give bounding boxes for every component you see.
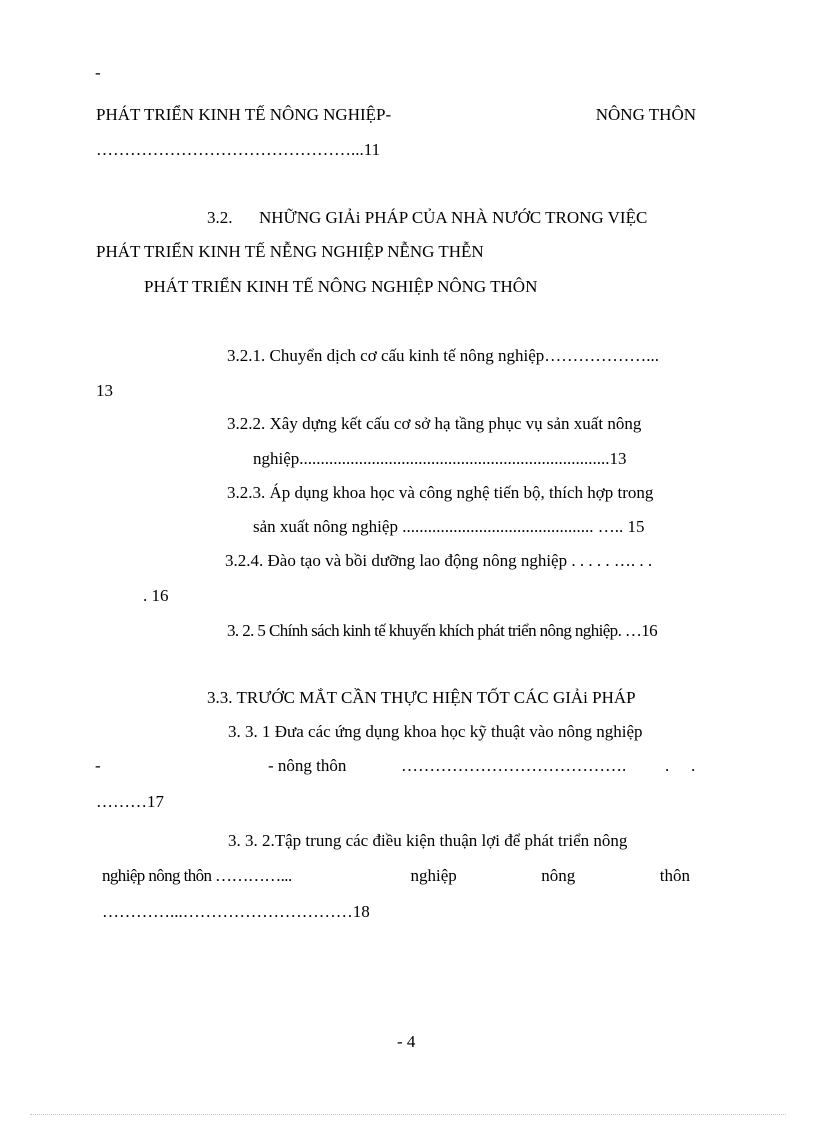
toc-entry-3-1-leader: ………………………………………...11 bbox=[96, 140, 381, 159]
page-bottom-border bbox=[30, 1114, 786, 1115]
toc-entry-3-3-1-dot-b: . bbox=[691, 756, 696, 775]
toc-entry-3-2-4: 3.2.4. Đào tạo và bồi dưỡng lao động nông nghiệp . . . . . …. . . bbox=[225, 551, 653, 570]
toc-entry-3-1-title-end: NÔNG THÔN bbox=[595, 105, 696, 124]
toc-dash: - bbox=[95, 63, 101, 82]
toc-entry-3-3-1-dash: - bbox=[95, 756, 101, 775]
toc-entry-3-2-3: 3.2.3. Áp dụng khoa học và công nghệ tiến bộ, thích hợp trong bbox=[227, 483, 654, 502]
toc-entry-3-3-2: 3. 3. 2.Tập trung các điều kiện thuận lợi để phát triển nông bbox=[228, 831, 628, 850]
toc-entry-3-3-2-word-2: nông bbox=[541, 866, 576, 885]
toc-heading-3-2-title-line1: NHỮNG GIẢi PHÁP CỦA NHÀ NƯỚC TRONG VIỆC bbox=[259, 208, 648, 227]
toc-heading-3-2-number: 3.2. bbox=[207, 208, 233, 227]
toc-entry-3-3-1-dot-a: . bbox=[665, 756, 670, 775]
toc-heading-3-2-title-line3: PHÁT TRIỂN KINH TẾ NÔNG NGHIỆP NÔNG THÔN bbox=[144, 277, 538, 296]
toc-entry-3-3-1-leader: …………………………………. bbox=[401, 756, 627, 775]
toc-heading-3-3: 3.3. TRƯỚC MẮT CẦN THỰC HIỆN TỐT CÁC GIẢi PHÁP bbox=[207, 688, 636, 707]
toc-entry-3-1-line1 bbox=[96, 106, 696, 123]
toc-entry-3-3-2-word-1: nghiệp bbox=[410, 866, 457, 885]
toc-entry-3-2-1: 3.2.1. Chuyển dịch cơ cấu kinh tế nông nghiệp………………... bbox=[227, 346, 660, 365]
toc-entry-3-3-2-leader: …………...…………………………18 bbox=[102, 902, 370, 921]
toc-entry-3-3-1-page: ………17 bbox=[96, 792, 164, 811]
toc-entry-3-2-5: 3. 2. 5 Chính sách kinh tế khuyến khích phát triển nông nghiệp. …16 bbox=[227, 621, 658, 640]
page-number: - 4 bbox=[397, 1032, 416, 1051]
toc-entry-3-3-1-suffix: - nông thôn bbox=[268, 756, 347, 775]
toc-entry-3-3-1: 3. 3. 1 Đưa các ứng dụng khoa học kỹ thuật vào nông nghiệp bbox=[228, 722, 643, 741]
toc-entry-3-3-2-line2 bbox=[102, 867, 690, 884]
toc-heading-3-2-title-line2: PHÁT TRIỂN KINH TẾ NỄNG NGHIỆP NỄNG THỄN bbox=[96, 242, 484, 261]
toc-entry-3-1-title: PHÁT TRIỂN KINH TẾ NÔNG NGHIỆP- bbox=[96, 105, 392, 124]
toc-entry-3-2-1-page: 13 bbox=[96, 381, 113, 400]
toc-entry-3-2-4-page: . 16 bbox=[143, 586, 169, 605]
toc-entry-3-3-2-text: nghiệp nông thôn …………... bbox=[102, 866, 292, 885]
toc-entry-3-3-2-word-3: thôn bbox=[659, 866, 690, 885]
toc-entry-3-3-1-line2 bbox=[95, 757, 697, 777]
toc-entry-3-2-3-leader: sản xuất nông nghiệp ............................................. ….. 15 bbox=[253, 517, 645, 536]
toc-entry-3-2-2: 3.2.2. Xây dựng kết cấu cơ sở hạ tầng phục vụ sản xuất nông bbox=[227, 414, 642, 433]
toc-entry-3-2-2-leader: nghiệp.........................................................................13 bbox=[253, 449, 627, 468]
